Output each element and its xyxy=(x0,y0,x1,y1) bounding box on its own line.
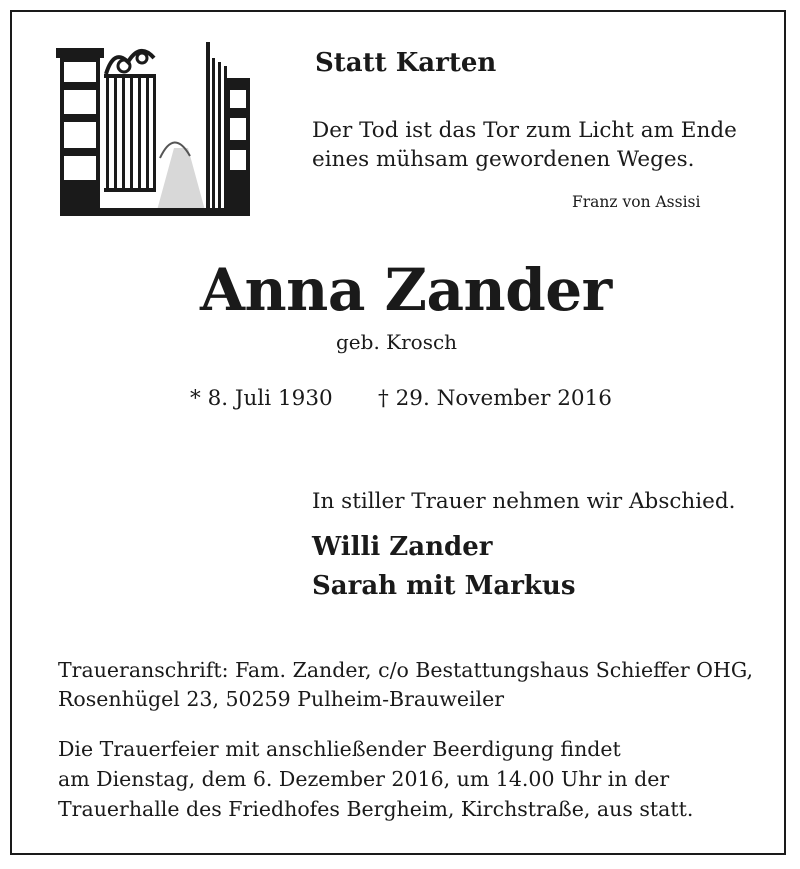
birth-name: geb. Krosch xyxy=(336,330,458,354)
address-line: Rosenhügel 23, 50259 Pulheim-Brauweiler xyxy=(58,687,505,711)
cemetery-gate-icon xyxy=(56,38,252,218)
family-member: Willi Zander xyxy=(312,532,493,562)
service-line: am Dienstag, dem 6. Dezember 2016, um 14.00 Uhr in der xyxy=(58,767,670,791)
address-line: Traueranschrift: Fam. Zander, c/o Bestattungshaus Schieffer OHG, xyxy=(58,658,753,682)
mourning-address xyxy=(58,656,768,714)
quote xyxy=(312,116,772,174)
service-line: Trauerhalle des Friedhofes Bergheim, Kirchstraße, aus statt. xyxy=(58,797,694,821)
death-date: † 29. November 2016 xyxy=(378,386,612,411)
quote-author: Franz von Assisi xyxy=(572,193,701,211)
mourning-line: In stiller Trauer nehmen wir Abschied. xyxy=(312,489,736,514)
deceased-name: Anna Zander xyxy=(200,256,612,324)
family-member: Sarah mit Markus xyxy=(312,571,576,601)
funeral-service-info xyxy=(58,734,768,824)
quote-line: Der Tod ist das Tor zum Licht am Ende xyxy=(312,118,737,143)
birth-date: * 8. Juli 1930 xyxy=(190,386,333,411)
header-statt-karten: Statt Karten xyxy=(315,48,497,78)
quote-line: eines mühsam gewordenen Weges. xyxy=(312,147,695,172)
service-line: Die Trauerfeier mit anschließender Beerdigung findet xyxy=(58,737,621,761)
